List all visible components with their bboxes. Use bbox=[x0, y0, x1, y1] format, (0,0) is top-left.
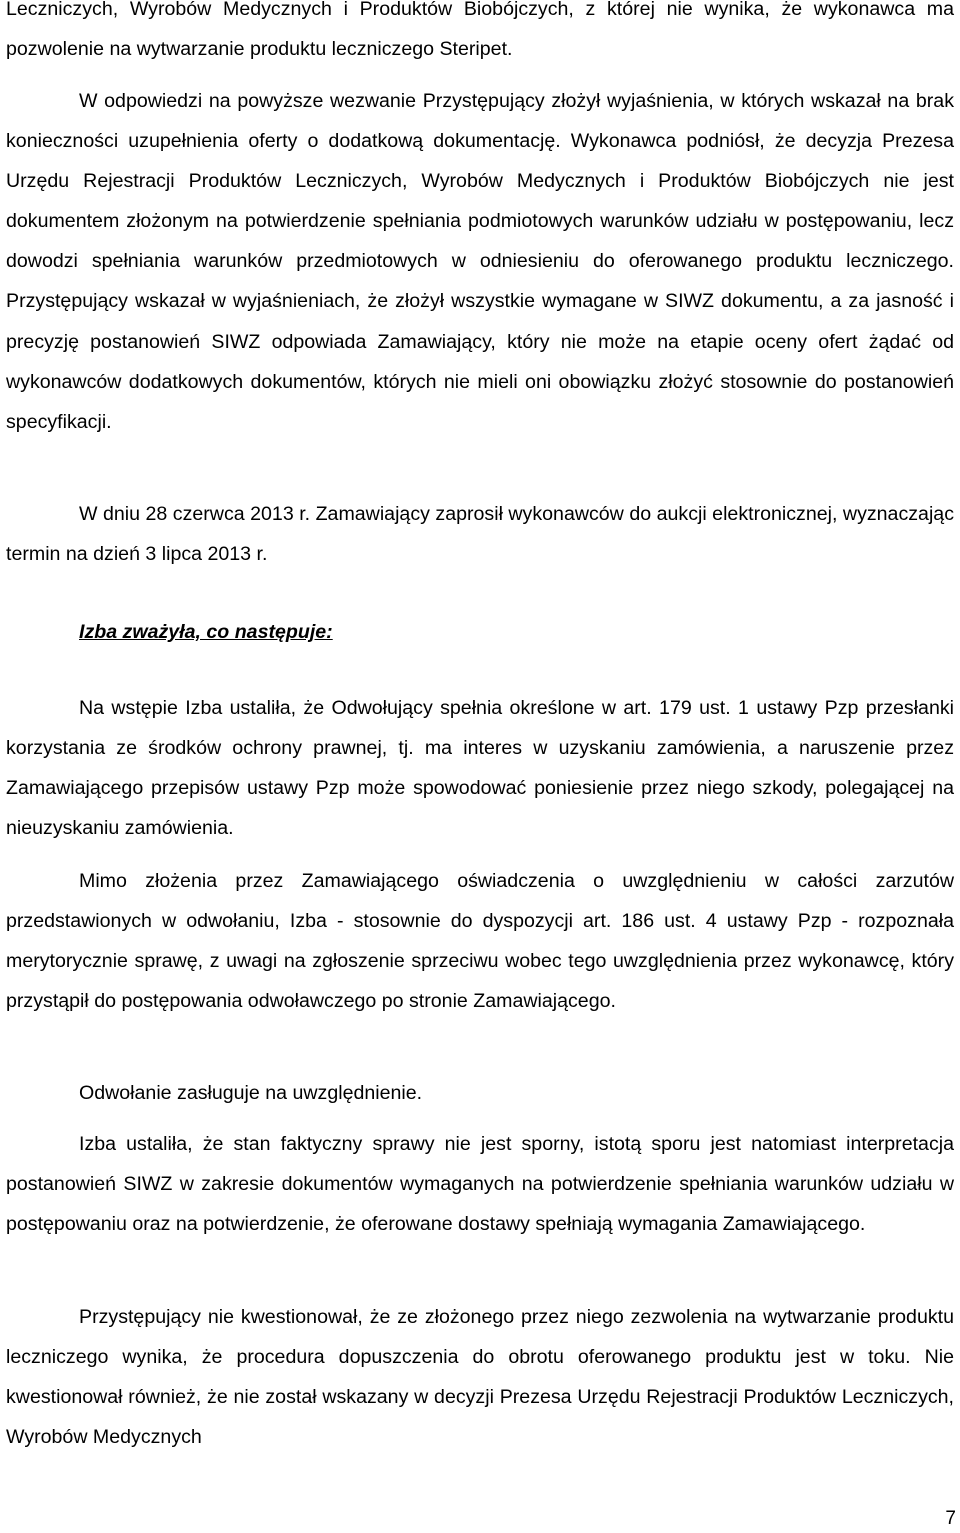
page-number: 7 bbox=[945, 1508, 956, 1529]
paragraph-continuation: Leczniczych, Wyrobów Medycznych i Produktów Biobójczych, z której nie wynika, że wykonawca ma pozwolenie na wytwarzanie produktu leczniczego Steripet. bbox=[6, 0, 954, 61]
paragraph-explanations: W odpowiedzi na powyższe wezwanie Przystępujący złożył wyjaśnienia, w których wskazał na brak konieczności uzupełnienia oferty o dodatkową dokumentację. Wykonawca podniósł, że decyzja Prezesa Urzędu Rejestracji Produktów Leczniczych, Wyrobów Medycznych i Produktów Biobójczych nie jest dokumentem złożonym na potwierdzenie spełniania podmiotowych warunków udziału w postępowaniu, lecz dowodzi spełniania warunków przedmiotowych w odniesieniu do oferowanego produktu leczniczego. Przystępujący wskazał w wyjaśnieniach, że złożył wszystkie wymagane w SIWZ dokumentu, a za jasność i precyzję postanowień SIWZ odpowiada Zamawiający, który nie może na etapie oceny ofert żądać od wykonawców dodatkowych dokumentów, których nie mieli oni obowiązku złożyć stosownie do postanowień specyfikacji. bbox=[6, 90, 954, 433]
paragraph-standing: Na wstępie Izba ustaliła, że Odwołujący spełnia określone w art. 179 ust. 1 ustawy Pzp przesłanki korzystania ze środków ochrony prawnej, tj. ma interes w uzyskaniu zamówienia, a naruszenie przez Zamawiającego przepisów ustawy Pzp może spowodować poniesienie przez niego szkody, polegającej na nieuzyskaniu zamówienia. bbox=[6, 697, 954, 840]
paragraph-permit: Przystępujący nie kwestionował, że ze złożonego przez niego zezwolenia na wytwarzanie produktu leczniczego wynika, że procedura dopuszczenia do obrotu oferowanego produktu jest w toku. Nie kwestionował również, że nie został wskazany w decyzji Prezesa Urzędu Rejestracji Produktów Leczniczych, Wyrobów Medycznych bbox=[6, 1306, 954, 1449]
section-heading: Izba zważyła, co następuje: bbox=[79, 621, 333, 643]
paragraph-findings: Izba ustaliła, że stan faktyczny sprawy nie jest sporny, istotą sporu jest natomiast interpretacja postanowień SIWZ w zakresie dokumentów wymaganych na potwierdzenie spełniania warunków udziału w postępowaniu oraz na potwierdzenie, że oferowane dostawy spełniają wymagania Zamawiającego. bbox=[6, 1133, 954, 1236]
paragraph-auction: W dniu 28 czerwca 2013 r. Zamawiający zaprosił wykonawców do aukcji elektronicznej, wyznaczając termin na dzień 3 lipca 2013 r. bbox=[6, 503, 954, 566]
paragraph-objection: Mimo złożenia przez Zamawiającego oświadczenia o uwzględnieniu w całości zarzutów przedstawionych w odwołaniu, Izba - stosownie do dyspozycji art. 186 ust. 4 ustawy Pzp - rozpoznała merytorycznie sprawę, z uwagi na zgłoszenie sprzeciwu wobec tego uwzględnienia przez wykonawcę, który przystąpił do postępowania odwoławczego po stronie Zamawiającego. bbox=[6, 870, 954, 1013]
paragraph-verdict: Odwołanie zasługuje na uwzględnienie. bbox=[79, 1082, 423, 1104]
